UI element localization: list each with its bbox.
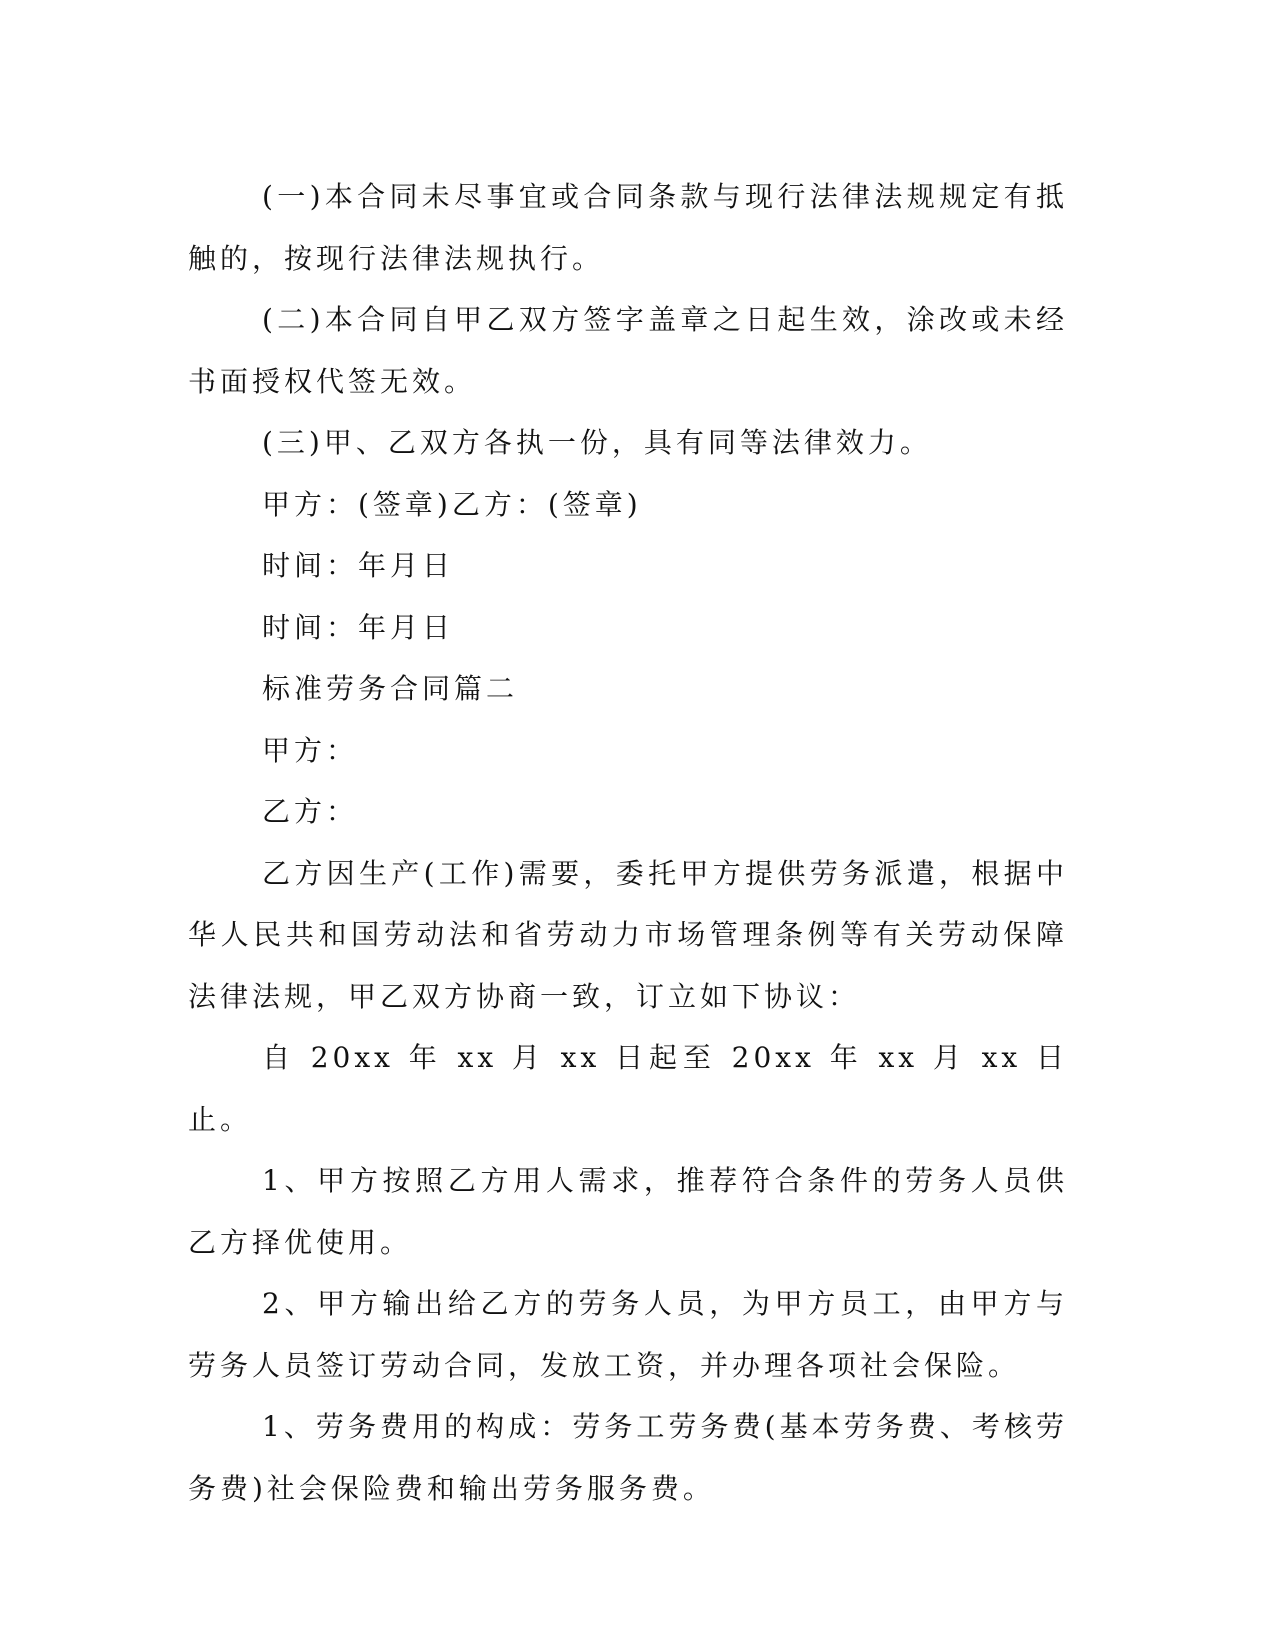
party-b-line: 乙方： xyxy=(262,795,359,828)
clause-paragraph: 2、甲方输出给乙方的劳务人员，为甲方员工，由甲方与劳务人员签订劳动合同，发放工资，并办理各项社会保险。 xyxy=(188,1287,1068,1382)
date-line: 时间：年月日 xyxy=(262,549,455,582)
document-body xyxy=(188,166,1068,1519)
term-paragraph: 自 20xx 年 xx 月 xx 日起至 20xx 年 xx 月 xx 日止。 xyxy=(188,1041,1068,1136)
clause-paragraph: 1、甲方按照乙方用人需求，推荐符合条件的劳务人员供乙方择优使用。 xyxy=(188,1164,1068,1259)
clause-paragraph: (一)本合同未尽事宜或合同条款与现行法律法规规定有抵触的，按现行法律法规执行。 xyxy=(188,180,1068,275)
preamble-paragraph: 乙方因生产(工作)需要，委托甲方提供劳务派遣，根据中华人民共和国劳动法和省劳动力市场管理条例等有关劳动保障法律法规，甲乙双方协商一致，订立如下协议： xyxy=(188,856,1068,1013)
date-line: 时间：年月日 xyxy=(262,610,455,644)
clause-paragraph: (二)本合同自甲乙双方签字盖章之日起生效，涂改或未经书面授权代签无效。 xyxy=(188,303,1068,398)
party-a-line: 甲方： xyxy=(262,733,359,767)
clause-paragraph: (三)甲、乙双方各执一份，具有同等法律效力。 xyxy=(262,426,932,459)
section-title: 标准劳务合同篇二 xyxy=(262,672,519,705)
clause-paragraph: 1、劳务费用的构成：劳务工劳务费(基本劳务费、考核劳务费)社会保险费和输出劳务服务费。 xyxy=(188,1410,1068,1505)
signature-line: 甲方：(签章)乙方：(签章) xyxy=(262,487,642,521)
